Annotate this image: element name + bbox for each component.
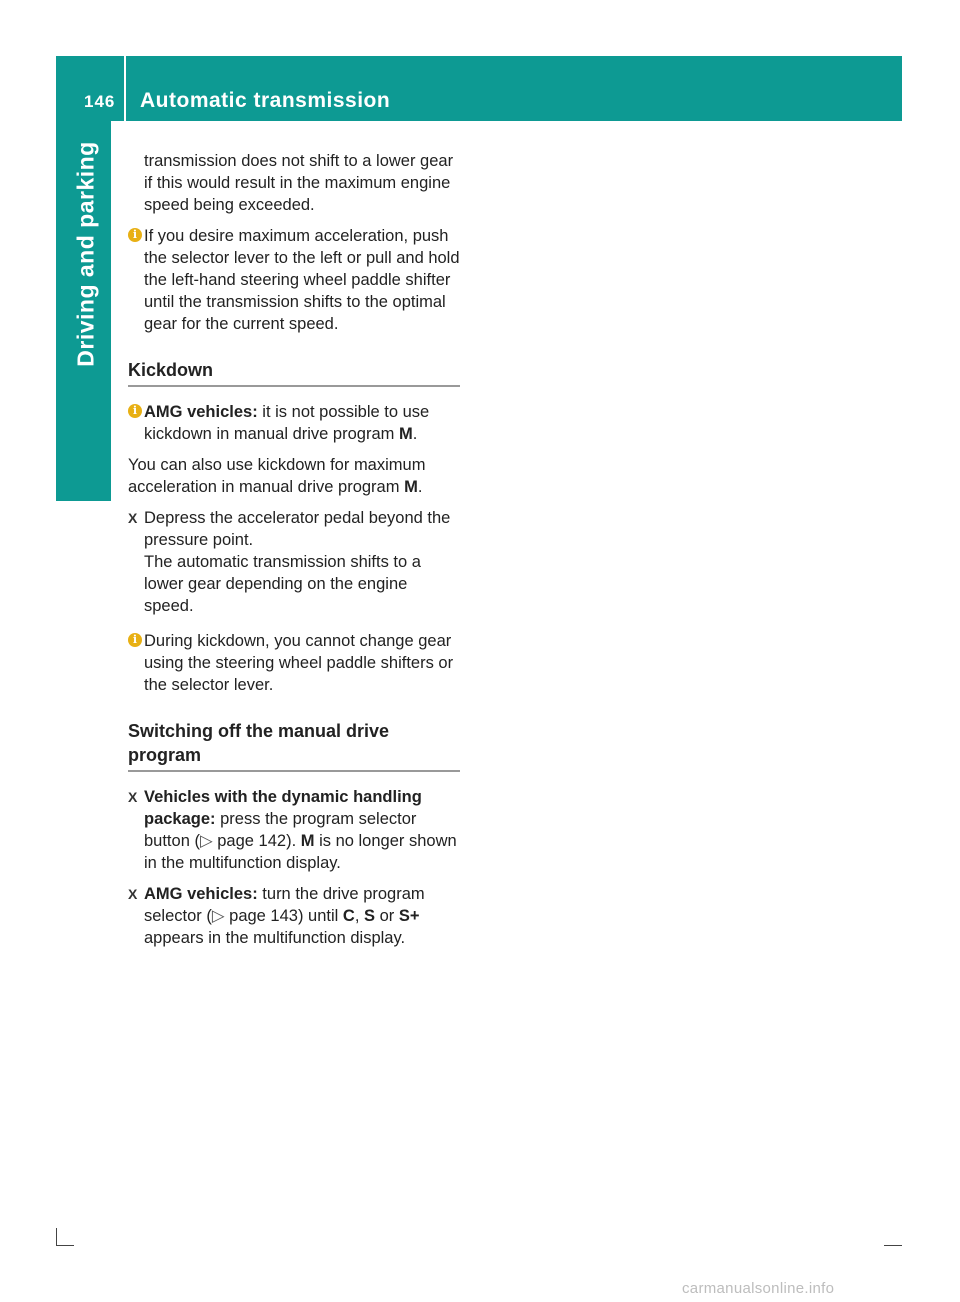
page-reference-text[interactable]: page 142). [212, 832, 301, 850]
punctuation: . [417, 478, 423, 496]
info-note-text: it is not possible to use kickdown in manual drive program [144, 403, 430, 443]
program-m: M [404, 478, 418, 496]
header-divider [124, 56, 126, 121]
side-tab-caption: Driving and parking [72, 141, 99, 367]
step-arrow-icon: X [128, 886, 138, 902]
page-reference-text[interactable]: page 143) until [224, 907, 343, 925]
switching-off-step-dynamic [128, 786, 460, 874]
switching-off-heading: Switching off the manual drive program [128, 719, 460, 772]
info-note-text: During kickdown, you cannot change gear using the steering wheel paddle shifters or the selector lever. [144, 632, 454, 694]
step-arrow-icon: X [128, 510, 138, 526]
punctuation: , [354, 907, 364, 925]
program-s: S [364, 907, 376, 925]
step-label: AMG vehicles: [144, 885, 258, 903]
info-note-max-acceleration [128, 225, 460, 335]
kickdown-step [128, 507, 460, 617]
intro-paragraph: transmission does not shift to a lower gear if this would result in the maximum engine speed being exceeded. [144, 152, 454, 214]
step-text: appears in the multifunction display. [144, 929, 406, 947]
step-result: The automatic transmission shifts to a lower gear depending on the engine speed. [144, 553, 421, 615]
program-c: C [342, 907, 355, 925]
step-text: press the program selector button ( [144, 810, 417, 850]
info-note-text: If you desire maximum acceleration, push the selector lever to the left or pull and hold the left-hand steering wheel paddle shifter until the transmission shifts to the optimal gear for the current speed. [144, 227, 460, 333]
amg-label: AMG vehicles: [144, 403, 258, 421]
crop-mark-bottom-right [884, 1245, 902, 1246]
step-text: or [375, 907, 399, 925]
watermark: carmanualsonline.info [682, 1280, 835, 1297]
step-text: Depress the accelerator pedal beyond the pressure point. [144, 509, 451, 549]
step-text: is no longer shown in the multifunction display. [144, 832, 457, 872]
main-content [128, 150, 460, 958]
step-label: Vehicles with the dynamic handling package: [144, 788, 422, 828]
info-icon: i [128, 228, 142, 242]
punctuation: . [412, 425, 418, 443]
kickdown-heading: Kickdown [128, 358, 460, 387]
info-icon: i [128, 404, 142, 418]
section-title: Automatic transmission [140, 89, 391, 112]
info-icon: i [128, 633, 142, 647]
crop-mark-bottom-left-horizontal [56, 1245, 74, 1246]
kickdown-paragraph [128, 454, 460, 498]
page-number: 146 [84, 92, 116, 111]
page-reference-icon: ▷ [199, 832, 213, 850]
program-s-plus: S+ [398, 907, 420, 925]
step-text: turn the drive program selector ( [144, 885, 425, 925]
switching-off-step-amg [128, 883, 460, 949]
info-note-during-kickdown [128, 630, 460, 696]
page-reference-icon: ▷ [211, 907, 225, 925]
step-arrow-icon: X [128, 789, 138, 805]
program-m: M [398, 425, 413, 443]
paragraph-text: You can also use kickdown for maximum acceleration in manual drive program [128, 456, 426, 496]
program-m: M [300, 832, 315, 850]
info-note-amg [128, 401, 460, 445]
crop-mark-bottom-left-vertical [56, 1228, 57, 1246]
